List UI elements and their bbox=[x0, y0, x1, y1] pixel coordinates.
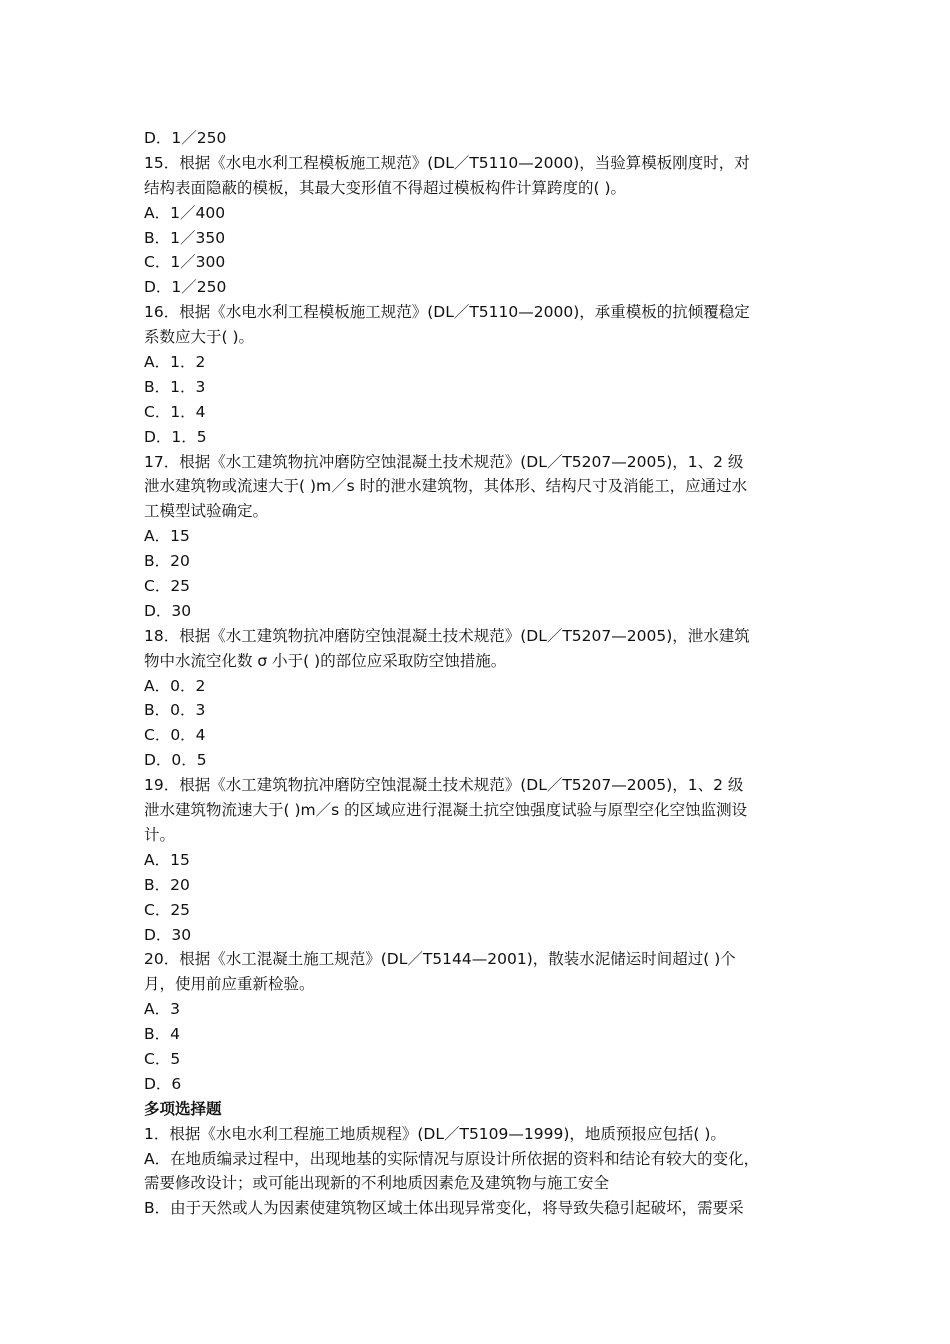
answer-option: B．1．3 bbox=[144, 377, 206, 396]
answer-option: A．15 bbox=[144, 850, 190, 869]
answer-option: A．15 bbox=[144, 527, 190, 546]
question-text: 泄水建筑物或流速大于( )m／s 时的泄水建筑物，其体形、结构尺寸及消能工，应通过水 bbox=[144, 477, 748, 496]
question-text: 15．根据《水电水利工程模板施工规范》(DL／T5110—2000)，当验算模板刚度时，对 bbox=[144, 153, 750, 172]
answer-option: B．1／350 bbox=[144, 228, 226, 247]
question-text: 工模型试验确定。 bbox=[144, 502, 269, 521]
answer-option: D．30 bbox=[144, 601, 192, 620]
document-page bbox=[144, 126, 812, 1221]
answer-option: A．在地质编录过程中，出现地基的实际情况与原设计所依据的资料和结论有较大的变化， bbox=[144, 1149, 760, 1168]
answer-option: C．5 bbox=[144, 1049, 181, 1068]
answer-option: A．1．2 bbox=[144, 353, 206, 372]
question-text: 泄水建筑物流速大于( )m／s 的区域应进行混凝土抗空蚀强度试验与原型空化空蚀监测设 bbox=[144, 801, 748, 820]
answer-option: D．1．5 bbox=[144, 427, 207, 446]
answer-option: 需要修改设计；或可能出现新的不利地质因素危及建筑物与施工安全 bbox=[144, 1174, 610, 1193]
answer-option: D．0．5 bbox=[144, 751, 207, 770]
answer-option: D．30 bbox=[144, 925, 192, 944]
answer-option: C．1／300 bbox=[144, 253, 226, 272]
question-text: 月，使用前应重新检验。 bbox=[144, 975, 315, 994]
answer-option: C．25 bbox=[144, 900, 191, 919]
answer-option: C．0．4 bbox=[144, 726, 206, 745]
question-text: 20．根据《水工混凝土施工规范》(DL／T5144—2001)，散装水泥储运时间超过( )个 bbox=[144, 950, 736, 969]
question-text: 物中水流空化数 σ 小于( )的部位应采取防空蚀措施。 bbox=[144, 651, 507, 670]
question-text: 19．根据《水工建筑物抗冲磨防空蚀混凝土技术规范》(DL／T5207—2005)，1、2 级 bbox=[144, 776, 744, 795]
answer-option: B．由于天然或人为因素使建筑物区域土体出现异常变化，将导致失稳引起破坏，需要采 bbox=[144, 1199, 744, 1218]
answer-option: C．1．4 bbox=[144, 402, 206, 421]
answer-option: D．1／250 bbox=[144, 278, 227, 297]
answer-option: A．1／400 bbox=[144, 203, 226, 222]
answer-option: B．4 bbox=[144, 1025, 180, 1044]
question-text: 计。 bbox=[144, 825, 176, 844]
section-heading: 多项选择题 bbox=[144, 1099, 222, 1118]
answer-option: B．20 bbox=[144, 552, 190, 571]
answer-option: A．3 bbox=[144, 1000, 180, 1019]
question-text: 18．根据《水工建筑物抗冲磨防空蚀混凝土技术规范》(DL／T5207—2005)，泄水建筑 bbox=[144, 626, 750, 645]
answer-option: C．25 bbox=[144, 577, 191, 596]
answer-option: B．20 bbox=[144, 875, 190, 894]
question-text: 系数应大于( )。 bbox=[144, 328, 255, 347]
question-text: 16．根据《水电水利工程模板施工规范》(DL／T5110—2000)，承重模板的抗倾覆稳定 bbox=[144, 303, 750, 322]
answer-option: B．0．3 bbox=[144, 701, 206, 720]
question-text: 1．根据《水电水利工程施工地质规程》(DL／T5109—1999)，地质预报应包括( )。 bbox=[144, 1124, 726, 1143]
answer-option: A．0．2 bbox=[144, 676, 206, 695]
question-text: 17．根据《水工建筑物抗冲磨防空蚀混凝土技术规范》(DL／T5207—2005)，1、2 级 bbox=[144, 452, 744, 471]
question-text: 结构表面隐蔽的模板，其最大变形值不得超过模板构件计算跨度的( )。 bbox=[144, 178, 627, 197]
answer-option: D．6 bbox=[144, 1074, 182, 1093]
answer-option: D．1／250 bbox=[144, 129, 227, 147]
